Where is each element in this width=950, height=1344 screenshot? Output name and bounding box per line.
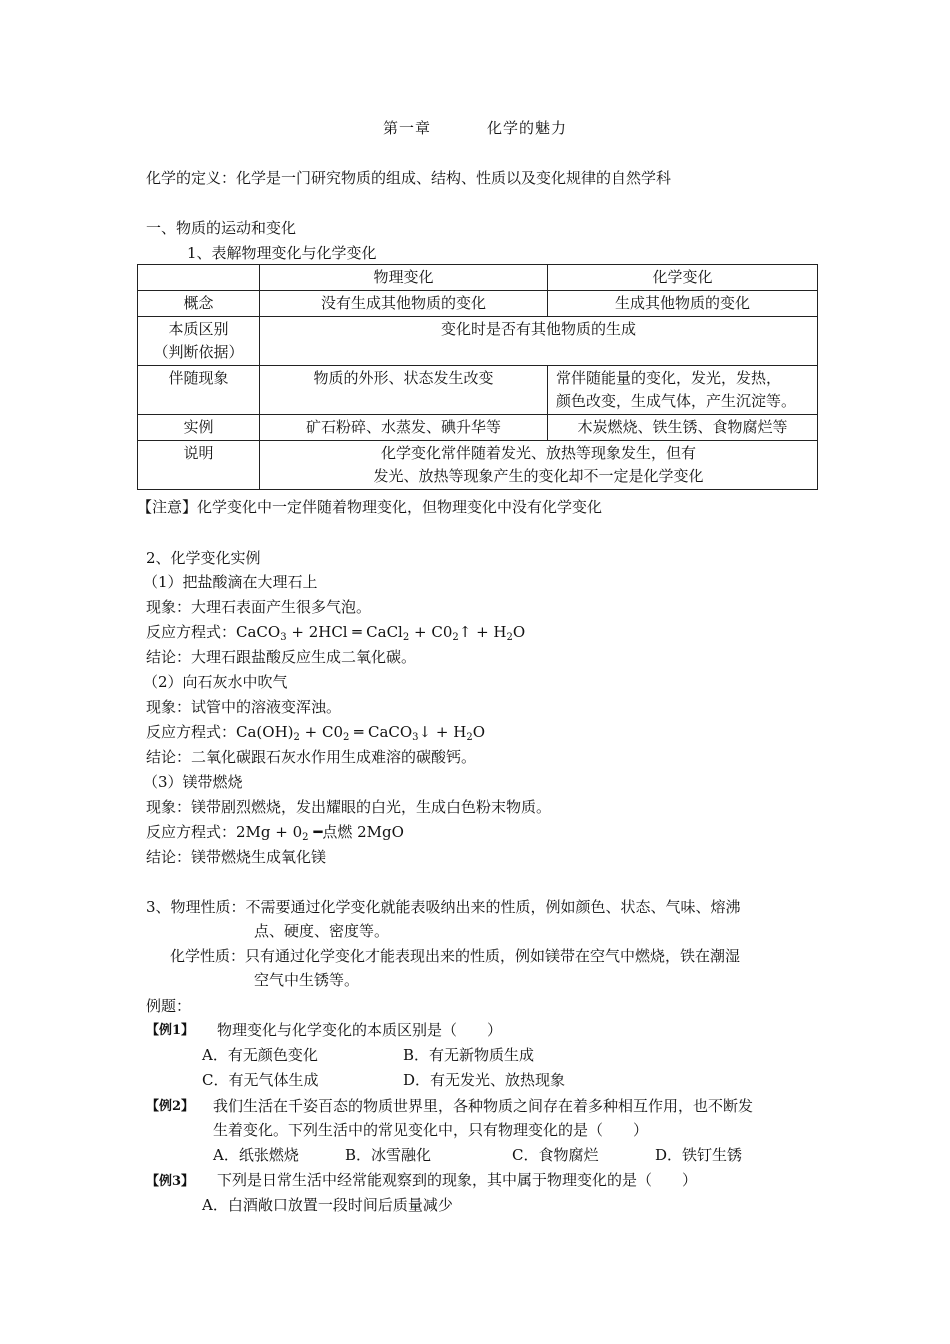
q1-option-d: D．有无发光、放热现象	[403, 1071, 566, 1089]
concept-chemical: 生成其他物质的变化	[548, 291, 818, 317]
chemical-property-line2: 空气中生锈等。	[254, 971, 360, 989]
row-label-concept: 概念	[138, 291, 260, 317]
table-corner-cell	[138, 265, 260, 291]
example2-equation	[146, 722, 485, 748]
section1-heading: 一、物质的运动和变化	[146, 219, 297, 237]
q2-stem-line2: 生着变化。下列生活中的常见变化中，只有物理变化的是（ ）	[213, 1121, 649, 1139]
q3-tag: 【例3】	[146, 1174, 195, 1189]
chemistry-definition: 化学的定义：化学是一门研究物质的组成、结构、性质以及变化规律的自然学科	[146, 169, 672, 187]
q2-option-a: A．纸张燃烧	[213, 1146, 299, 1164]
example-chemical: 木炭燃烧、铁生锈、食物腐烂等	[548, 415, 818, 441]
example1-title: （1）把盐酸滴在大理石上	[143, 573, 318, 591]
example1-conclusion: 结论：大理石跟盐酸反应生成二氧化碳。	[146, 648, 417, 666]
physical-property-line2: 点、硬度、密度等。	[254, 922, 390, 940]
example2-title: （2）向石灰水中吹气	[143, 673, 288, 691]
q3-stem: 下列是日常生活中经常能观察到的现象，其中属于物理变化的是（ ）	[217, 1171, 698, 1189]
q1-option-c: C．有无气体生成	[202, 1071, 319, 1089]
examples-heading: 例题：	[146, 997, 192, 1015]
phenomena-chemical	[548, 366, 818, 415]
phenomena-chemical-line2: 颜色改变，生成气体，产生沉淀等。	[556, 392, 797, 410]
q1-option-b: B．有无新物质生成	[403, 1046, 535, 1064]
concept-physical: 没有生成其他物质的变化	[260, 291, 548, 317]
example1-equation	[146, 622, 525, 648]
example3-eq-prefix: 反应方程式：	[146, 823, 237, 841]
essence-value: 变化时是否有其他物质的生成	[260, 317, 818, 366]
row-label-phenomena: 伴随现象	[138, 366, 260, 415]
q2-tag: 【例2】	[146, 1099, 195, 1114]
comparison-table	[137, 264, 818, 490]
example1-phenomenon: 现象：大理石表面产生很多气泡。	[146, 598, 372, 616]
example3-eq: $2Mg + 0_2$ ━点燃 2MgO	[236, 823, 404, 843]
table-row-note	[138, 441, 818, 490]
example3-conclusion: 结论：镁带燃烧生成氧化镁	[146, 848, 327, 866]
section2-heading: 2、化学变化实例	[146, 549, 261, 567]
chapter-number: 第一章	[382, 119, 431, 137]
q1-tag: 【例1】	[146, 1023, 195, 1038]
table-row-concept	[138, 291, 818, 317]
note-line1: 化学变化常伴随着发光、放热等现象发生，但有	[380, 444, 696, 462]
row-label-essence	[138, 317, 260, 366]
note-line2: 发光、放热等现象产生的变化却不一定是化学变化	[373, 467, 704, 485]
notice-text: 【注意】化学变化中一定伴随着物理变化，但物理变化中没有化学变化	[137, 498, 603, 516]
table-header-row	[138, 265, 818, 291]
table-row-essence	[138, 317, 818, 366]
q1-option-a: A．有无颜色变化	[202, 1046, 318, 1064]
q1-stem: 物理变化与化学变化的本质区别是（ ）	[217, 1021, 503, 1039]
essence-label-line1: 本质区别	[168, 320, 229, 338]
table-row-phenomena	[138, 366, 818, 415]
physical-property-line1: 3、物理性质：不需要通过化学变化就能表吸纳出来的性质，例如颜色、状态、气味、熔沸	[146, 898, 741, 916]
example1-eq-prefix: 反应方程式：	[146, 623, 237, 641]
example-physical: 矿石粉碎、水蒸发、碘升华等	[260, 415, 548, 441]
chemical-property-line1: 化学性质：只有通过化学变化才能表现出来的性质，例如镁带在空气中燃烧，铁在潮湿	[170, 947, 741, 965]
q2-option-c: C．食物腐烂	[512, 1146, 599, 1164]
header-chemical: 化学变化	[548, 265, 818, 291]
q2-option-d: D．铁钉生锈	[655, 1146, 743, 1164]
header-physical: 物理变化	[260, 265, 548, 291]
example2-conclusion: 结论：二氧化碳跟石灰水作用生成难溶的碳酸钙。	[146, 748, 477, 766]
section1-subheading: 1、表解物理变化与化学变化	[187, 244, 377, 262]
table-row-example	[138, 415, 818, 441]
example1-eq: CaCO$_3$ + 2HCl ═ CaCl$_2$ + $C0_2↑ + H_2O$	[236, 623, 526, 643]
essence-label-line2: （判断依据）	[153, 343, 244, 361]
q2-option-b: B．冰雪融化	[345, 1146, 432, 1164]
page-title	[0, 118, 950, 138]
phenomena-physical: 物质的外形、状态发生改变	[260, 366, 548, 415]
phenomena-chemical-line1: 常伴随能量的变化，发光，发热，	[556, 369, 782, 387]
row-label-example: 实例	[138, 415, 260, 441]
note-value	[260, 441, 818, 490]
example2-eq: $Ca(OH)_2 + C0_2$ ═ CaCO$_3$↓ + $H_2O$	[236, 723, 485, 743]
chapter-name: 化学的魅力	[487, 119, 568, 137]
row-label-note: 说明	[138, 441, 260, 490]
q2-stem-line1: 我们生活在千姿百态的物质世界里，各种物质之间存在着多种相互作用，也不断发	[213, 1097, 754, 1115]
example2-eq-prefix: 反应方程式：	[146, 723, 237, 741]
example3-equation	[146, 822, 404, 848]
example3-phenomenon: 现象：镁带剧烈燃烧，发出耀眼的白光，生成白色粉末物质。	[146, 798, 552, 816]
example2-phenomenon: 现象：试管中的溶液变浑浊。	[146, 698, 342, 716]
q3-option-a: A．白酒敞口放置一段时间后质量减少	[202, 1196, 453, 1214]
example3-title: （3）镁带燃烧	[143, 773, 243, 791]
